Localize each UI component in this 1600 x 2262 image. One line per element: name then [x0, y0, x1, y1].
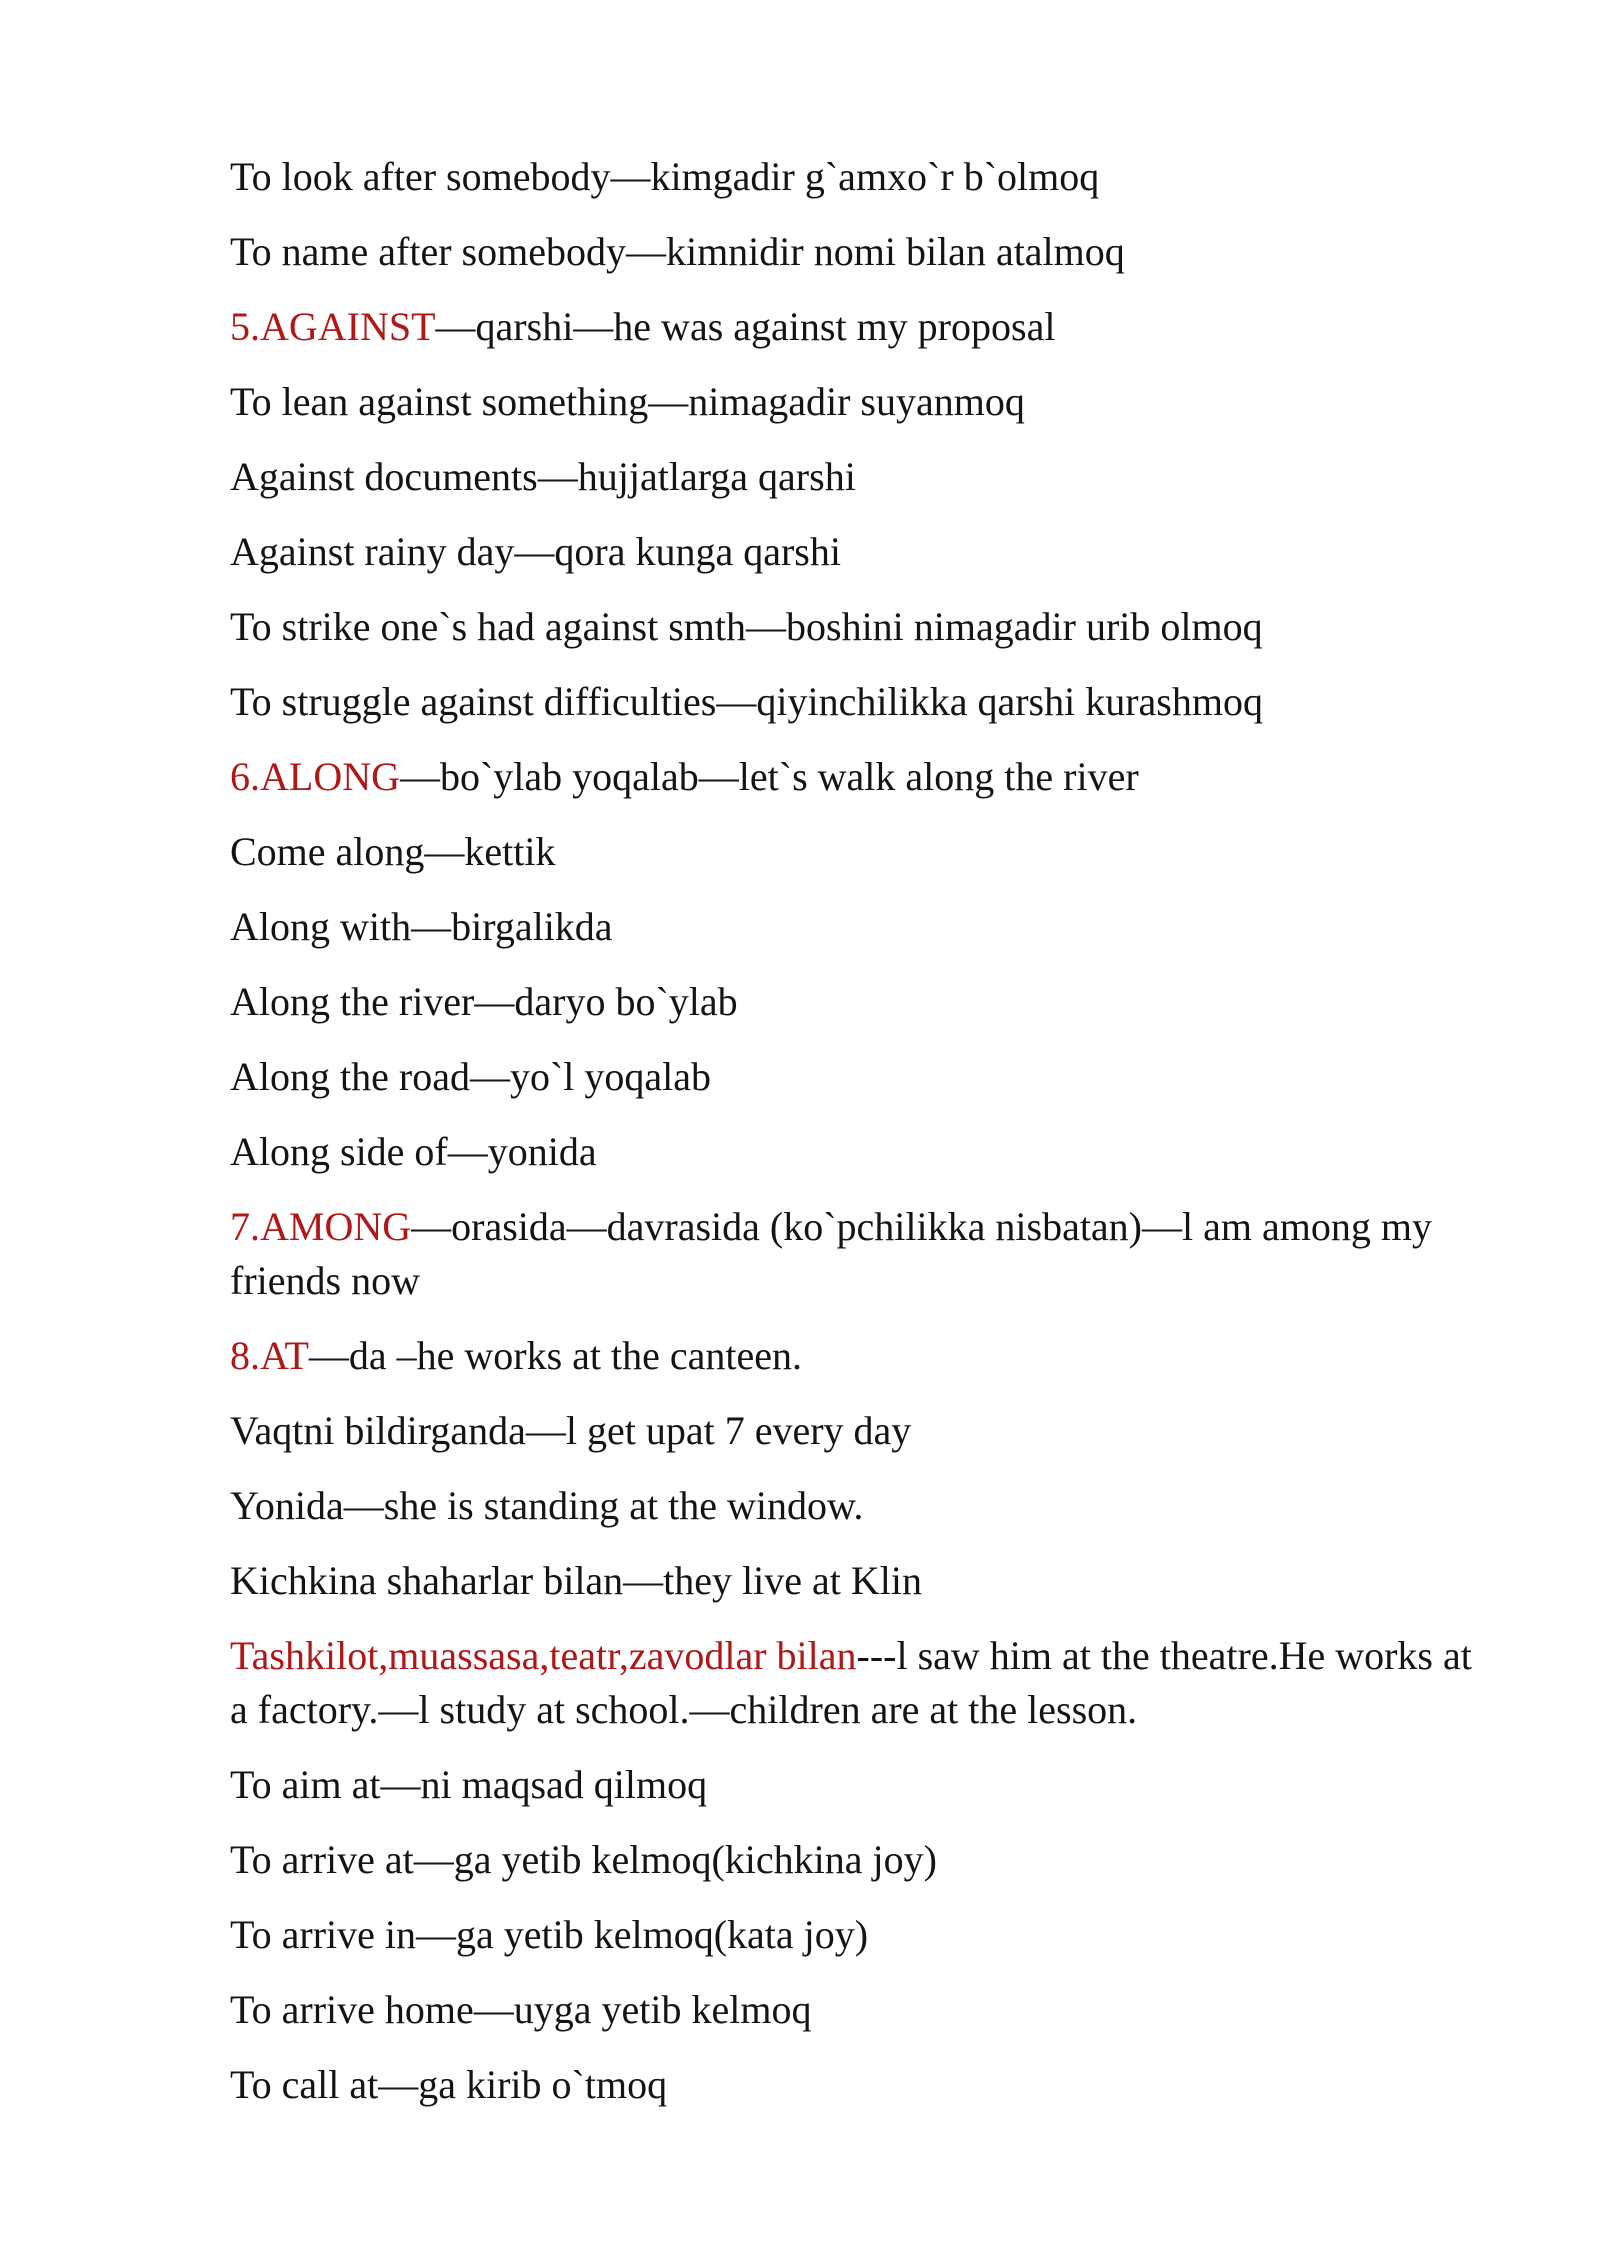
text-line: Along the river—daryo bo`ylab — [230, 979, 738, 1024]
document-page — [230, 150, 1490, 2133]
text-line: To aim at—ni maqsad qilmoq — [230, 1762, 708, 1807]
text-line: To arrive home—uyga yetib kelmoq — [230, 1987, 812, 2032]
heading-line-among: 7.AMONG—orasida—davrasida (ko`pchilikka nisbatan)—l am among my friends now — [230, 1204, 1432, 1303]
text-line: Along the road—yo`l yoqalab — [230, 1054, 711, 1099]
heading-line-at: 8.AT—da –he works at the canteen. — [230, 1333, 803, 1378]
text-line: To look after somebody—kimgadir g`amxo`r b`olmoq — [230, 154, 1100, 199]
text-line: Against rainy day—qora kunga qarshi — [230, 529, 841, 574]
text-line: To strike one`s had against smth—boshini nimagadir urib olmoq — [230, 604, 1263, 649]
heading-line-against: 5.AGAINST—qarshi—he was against my proposal — [230, 304, 1056, 349]
section-heading: 7.AMONG — [230, 1204, 412, 1249]
text-line: Kichkina shaharlar bilan—they live at Klin — [230, 1558, 923, 1603]
text-line: To name after somebody—kimnidir nomi bilan atalmoq — [230, 229, 1125, 274]
text-line: To arrive in—ga yetib kelmoq(kata joy) — [230, 1912, 869, 1957]
section-heading: Tashkilot,muassasa,teatr,zavodlar bilan — [230, 1633, 857, 1678]
section-heading: 6.ALONG — [230, 754, 400, 799]
text-line: To lean against something—nimagadir suyanmoq — [230, 379, 1025, 424]
heading-line-along: 6.ALONG—bo`ylab yoqalab—let`s walk along the river — [230, 754, 1139, 799]
heading-line-organizations: Tashkilot,muassasa,teatr,zavodlar bilan---l saw him at the theatre.He works at a factory.—l study at school.—children are at the lesson. — [230, 1633, 1472, 1732]
text-line: Vaqtni bildirganda—l get upat 7 every day — [230, 1408, 912, 1453]
text-line: To call at—ga kirib o`tmoq — [230, 2062, 668, 2107]
text-line: To struggle against difficulties—qiyinchilikka qarshi kurashmoq — [230, 679, 1263, 724]
text-line: Along side of—yonida — [230, 1129, 597, 1174]
section-heading: 5.AGAINST — [230, 304, 436, 349]
text-line: Yonida—she is standing at the window. — [230, 1483, 864, 1528]
text-line: Against documents—hujjatlarga qarshi — [230, 454, 856, 499]
text-line: Along with—birgalikda — [230, 904, 613, 949]
text-line: Come along—kettik — [230, 829, 556, 874]
section-heading: 8.AT — [230, 1333, 309, 1378]
text-line: To arrive at—ga yetib kelmoq(kichkina joy) — [230, 1837, 937, 1882]
